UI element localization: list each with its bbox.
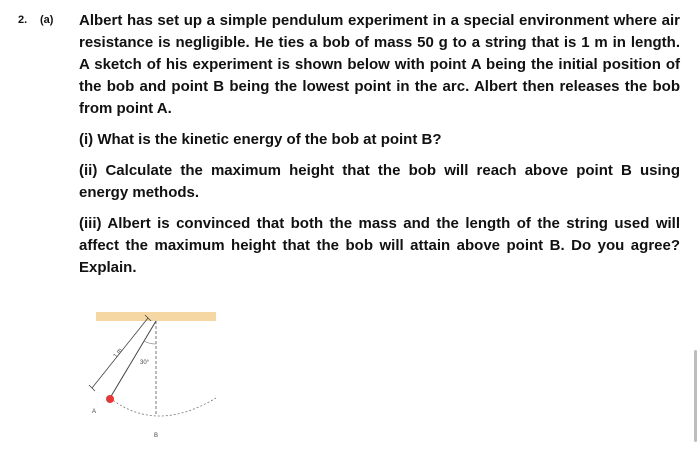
length-label: 1 m	[112, 347, 124, 360]
question-number: 2.	[18, 14, 28, 26]
question-intro: Albert has set up a simple pendulum experiment in a special environment where air resistance is negligible. He ties a bob of mass 50 g to a string that is 1 m in length. A sketch of his experiment is shown below with point A being the initial position of the bob and point B being the lowest point in the arc. Albert then releases the bob from point A.	[79, 12, 680, 117]
pendulum-bob	[106, 395, 114, 403]
pendulum-sketch	[80, 306, 230, 446]
swing-arc	[110, 398, 216, 416]
question-part-label: (a)	[40, 14, 54, 26]
ceiling-bar	[96, 312, 216, 321]
pendulum-diagram	[80, 306, 230, 446]
point-b-label: B	[154, 433, 159, 439]
question-body	[79, 10, 680, 288]
angle-arc	[144, 341, 156, 344]
subquestion-ii: (ii) Calculate the maximum height that the bob will reach above point B using energy methods.	[79, 162, 680, 201]
subquestion-i: (i) What is the kinetic energy of the bob at point B?	[79, 131, 442, 148]
scrollbar[interactable]	[694, 350, 697, 442]
subquestion-iii: (iii) Albert is convinced that both the mass and the length of the string used will affect the maximum height that the bob will attain above point B. Do you agree? Explain.	[79, 215, 680, 276]
angle-label: 30°	[140, 360, 150, 366]
point-a-label: A	[92, 409, 97, 415]
